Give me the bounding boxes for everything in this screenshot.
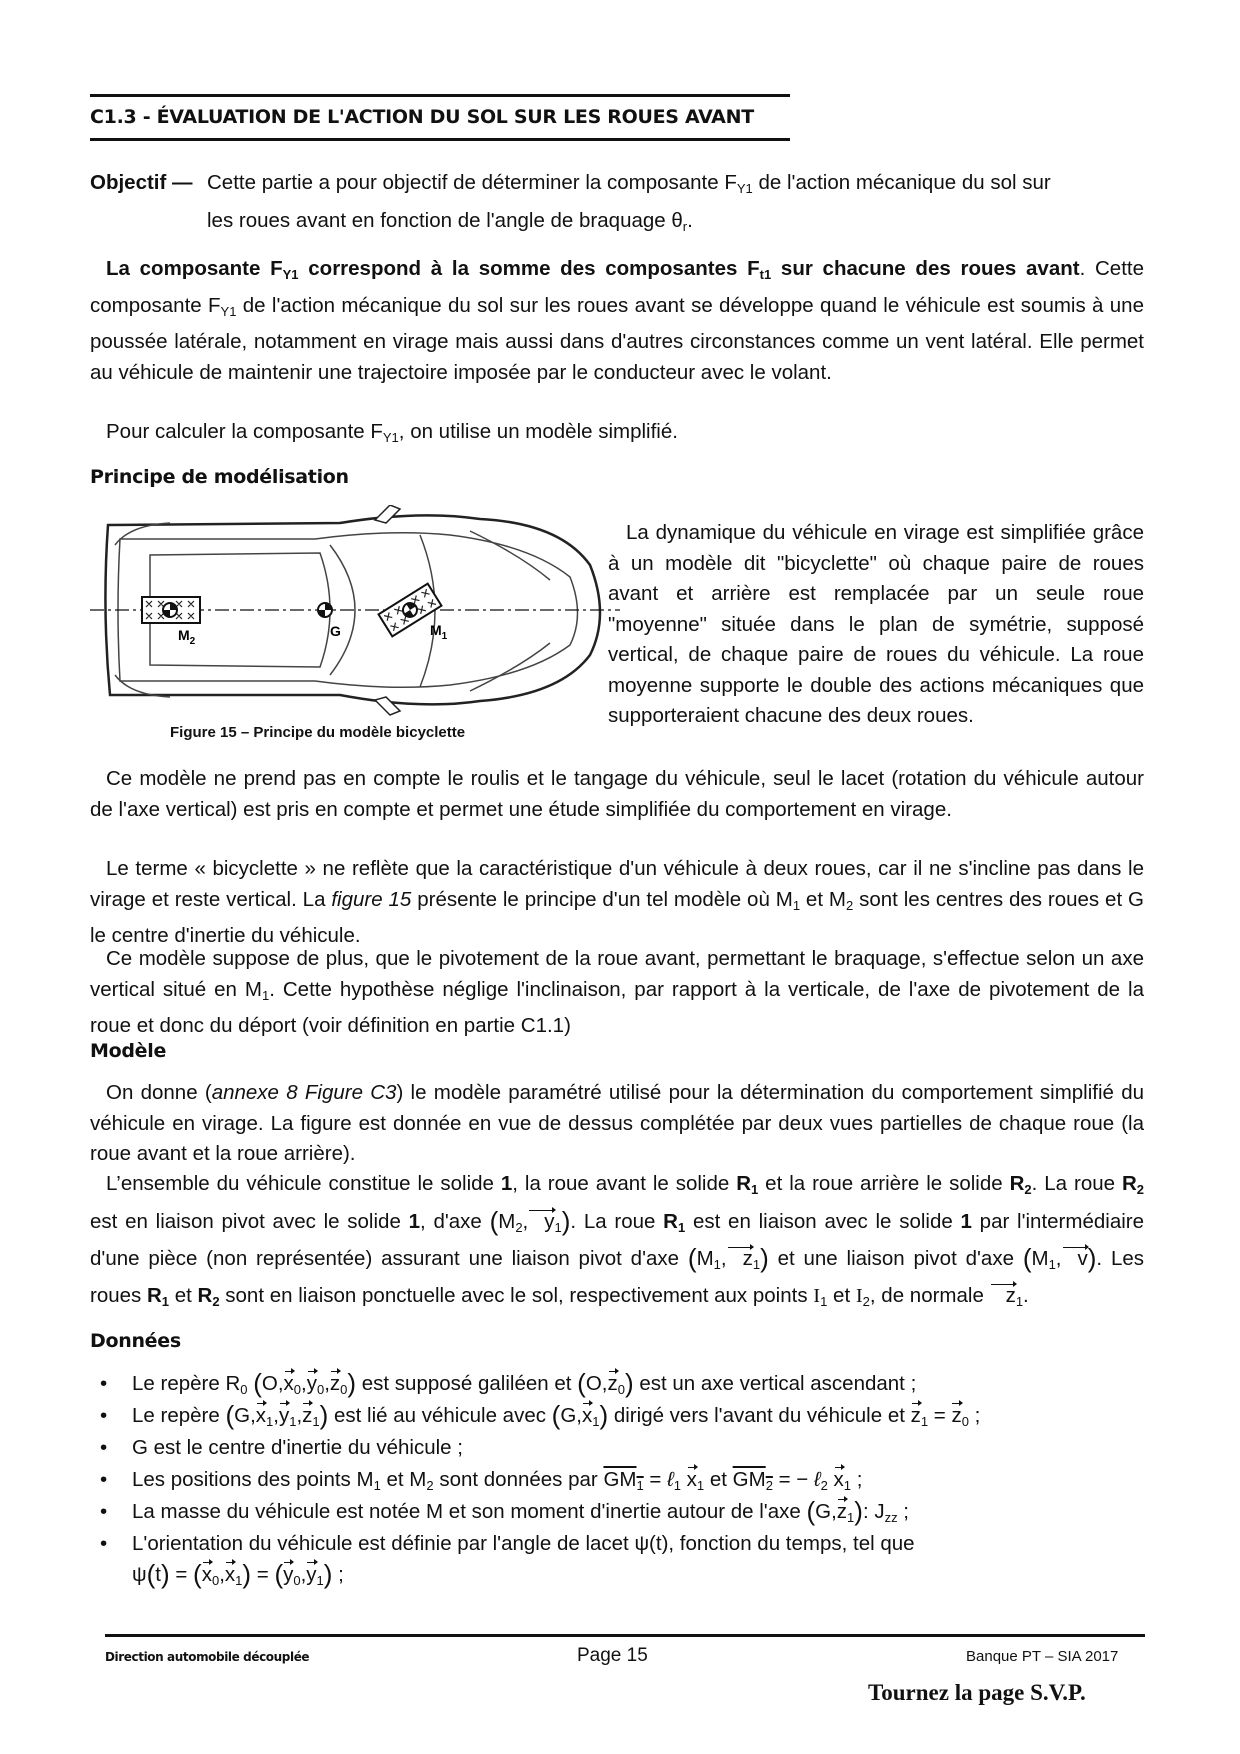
footer-rule (105, 1634, 1145, 1637)
footer-right: Banque PT – SIA 2017 (966, 1648, 1119, 1665)
car-top-view-figure (90, 505, 620, 720)
label-g: G (330, 623, 341, 639)
section-title: C1.3 - ÉVALUATION DE L'ACTION DU SOL SUR LES ROUES AVANT (90, 106, 754, 128)
car-hood-lines (470, 531, 550, 691)
header-top-rule (90, 94, 790, 97)
rear-wheel (142, 597, 200, 623)
bullet-repere-g: • Le repère $(G,x_1,y_1,z_1)$ est lié au véhicule avec $(G,x_1)$ dirigé vers l'avant du véhicule et $z_1 = z_0$ ; (100, 1400, 981, 1430)
bullet-positions: • Les positions des points $M_1$ et $M_2$ sont données par $GM_1$ = ℓ$_1$ $x_1$ et $GM_2$ = − ℓ$_2$ $x_1$ ; (100, 1464, 1144, 1501)
principe-side-text: La dynamique du véhicule en virage est simplifiée grâce à un modèle dit "bicyclette" où chaque paire de roues avant et arrière est remplacée par un seule roue "moyenne" située dans le plan de symétrie, supposé vertical, de chaque paire de roues du véhicule. La roue moyenne supporte le double des actions mécaniques que supporteraient chacune des deux roues. (608, 521, 1144, 727)
bullet-repere-r0: • Le repère $R_0$ $(O,x_0,y_0,z_0)$ est supposé galiléen et $(O,z_0)$ est un axe vertical ascendant ; (100, 1368, 917, 1398)
paragraph-composante: La composante $F_{Y1}$ correspond à la somme des composantes $F_{t1}$ sur chacune des roues avant. Cette composante $F_{Y1}$ de l'action mécanique du sol sur les roues avant se développe quand le véhicule est soumis à une poussée latérale, notamment en virage mais aussi dans d'autres circonstances comme un vent latéral. Elle permet au véhicule de maintenir une trajectoire imposée par le conducteur avec le volant. (90, 257, 1144, 384)
header-bottom-rule (90, 138, 790, 141)
paragraph-modele-annexe: On donne (annexe 8 Figure C3) le modèle paramétré utilisé pour la détermination du comportement simplifié du véhicule en virage. La figure est donnée en vue de dessus complétée par deux vues partielles de chaque roue (la roue avant et la roue arrière). (90, 1081, 1145, 1165)
footer-page-number: Page 15 (577, 1645, 648, 1666)
label-m1: $M_1$ (430, 622, 448, 642)
principe-heading: Principe de modélisation (90, 466, 349, 488)
figure-caption: Figure 15 – Principe du modèle bicyclette (170, 724, 466, 741)
objectif-text: Cette partie a pour objectif de déterminer la composante $F_{Y1}$ de l'action mécanique du sol sur les roues avant en fonction de l'angle de braquage $\theta_r$. (207, 171, 1051, 234)
paragraph-modele-liaisons: L’ensemble du véhicule constitue le solide 1, la roue avant le solide $R_1$ et la roue arrière le solide $R_2$. La roue $R_2$ est en liaison pivot avec le solide 1, d'axe ($M_2$, $y_1$). La roue $R_1$ est en liaison avec le solide 1 par l'intermédiaire d'une pièce (non représentée) assurant une liaison pivot d'axe ($M_1$, $z_1$) et une liaison pivot d'axe ($M_1$, v). Les roues $R_1$ et $R_2$ sont en liaison ponctuelle avec le sol, respectivement aux points $I_1$ et $I_2$, de normale $z_1$. (90, 1169, 1144, 1317)
paragraph-roulis: Ce modèle ne prend pas en compte le roulis et le tangage du véhicule, seul le lacet (rotation du véhicule autour de l'axe vertical) est pris en compte et permet une étude simplifiée du comportement en virage. (90, 767, 1144, 821)
bullet-centre-inertie: • G est le centre d'inertie du véhicule ; (100, 1436, 463, 1459)
modele-heading: Modèle (90, 1040, 167, 1062)
centre-of-mass-g (318, 603, 332, 617)
label-m2: $M_2$ (178, 627, 196, 647)
donnees-heading: Données (90, 1330, 181, 1352)
footer-turn-page: Tournez la page S.V.P. (868, 1680, 1086, 1705)
footer-left: Direction automobile découplée (105, 1650, 310, 1664)
paragraph-calcul: Pour calculer la composante $F_{Y1}$, on utilise un modèle simplifié. (106, 420, 678, 445)
objectif-label: Objectif — (90, 171, 193, 194)
bullet-orientation: • L'orientation du véhicule est définie par l'angle de lacet ψ(t), fonction du temps, tel que $\psi(t) = (x_0,x_1) = (y_0,y_1)$ ; (100, 1532, 915, 1589)
paragraph-pivotement: Ce modèle suppose de plus, que le pivotement de la roue avant, permettant le braquage, s'effectue selon un axe vertical situé en $M_1$. Cette hypothèse néglige l'inclinaison, par rapport à la verticale, de l'axe de pivotement de la roue et donc du déport (voir définition en partie C1.1) (90, 947, 1144, 1037)
objectif-block (90, 167, 193, 198)
bullet-masse: • La masse du véhicule est notée M et son moment d'inertie autour de l'axe $(G,z_1)$: $J_{zz}$ ; (100, 1496, 910, 1526)
paragraph-bicyclette: Le terme « bicyclette » ne reflète que la caractéristique d'un véhicule à deux roues, car il ne s'incline pas dans le virage et reste vertical. La figure 15 présente le principe d'un tel modèle où $M_1$ et $M_2$ sont les centres des roues et G le centre d'inertie du véhicule. (90, 857, 1144, 947)
